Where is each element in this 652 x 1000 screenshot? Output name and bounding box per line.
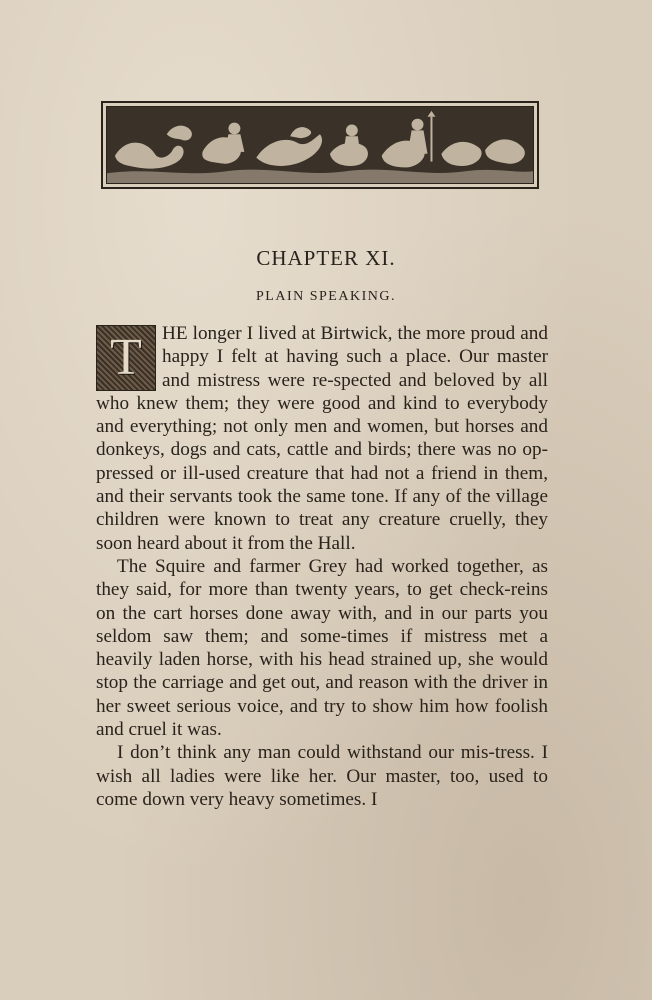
headpiece-ornament <box>101 101 539 189</box>
dropcap-letter: T <box>110 329 142 386</box>
decorated-initial-icon <box>96 325 156 391</box>
paragraph-2: The Squire and farmer Grey had worked together, as they said, for more than twenty years, to get check-reins on the cart horses done away with, and in our parts you seldom saw them; and some-times if mistress met a heavily laden horse, with his head strained up, she would stop the carriage and get out, and reason with the driver in her sweet serious voice, and try to show him how foolish and cruel it was. <box>96 555 548 741</box>
chapter-subtitle: PLAIN SPEAKING. <box>256 289 396 304</box>
chapter-title: CHAPTER XI. <box>256 246 396 270</box>
paragraph-3: I don’t think any man could withstand our mis-tress. I wish all ladies were like her. Our master, too, used to come down very heavy sometimes. I <box>96 742 548 810</box>
paragraph-1: HE longer I lived at Birtwick, the more proud and happy I felt at having such a place. Our master and mistress were re-spected and beloved by all who knew them; they were good and kind to everybody and everything; not only men and women, but horses and donkeys, dogs and cats, cattle and birds; there was no op-pressed or ill-used creature that had not a friend in them, and their servants took the same tone. If any of the village children were known to treat any creature cruelly, they soon heard about it from the Hall. <box>96 323 548 554</box>
chapter-body <box>96 322 548 811</box>
sea-creatures-ornament-icon <box>106 106 534 184</box>
